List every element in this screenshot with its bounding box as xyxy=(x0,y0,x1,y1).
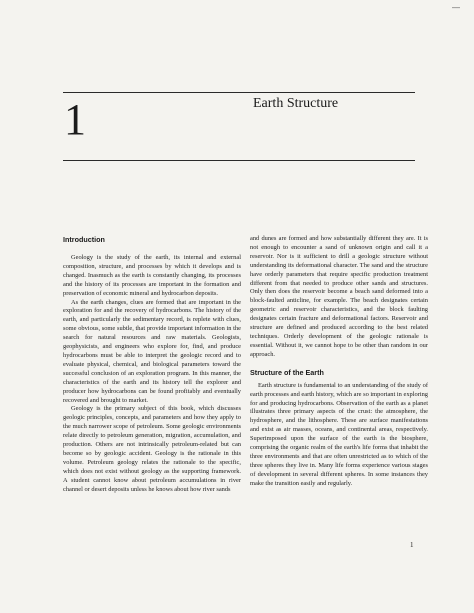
page-number: 1 xyxy=(410,541,414,549)
paragraph: Geology is the study of the earth, its internal and external composition, structure, and processes by which it develops and is changed. Inasmuch as the earth is constantly changing, its processes and the history of its processes are important in the formation and preservation of economic mineral and hydrocarbon deposits. xyxy=(63,254,241,297)
section-heading-structure: Structure of the Earth xyxy=(250,367,324,377)
chapter-title: Earth Structure xyxy=(253,96,339,111)
chapter-top-rule xyxy=(63,92,415,93)
chapter-number: 1 xyxy=(64,95,86,144)
chapter-bottom-rule xyxy=(63,160,415,161)
paragraph: As the earth changes, clues are formed that are important in the exploration for and the recovery of hydrocarbons. The history of the earth, and particularly the sedimentary record, is replete with clues, some obvious, some subtle, that provide important information in the search for natural resources and raw materials. Geologists, geophysicists, and engineers who explore for, find, and produce hydrocarbons must be able to interpret the geologic record and to evaluate physical, chemical, and biological parameters toward the successful conclusion of an exploration program. In this manner, the characteristics of the earth and its history tell the explorer and producer how hydrocarbons can be found profitably and eventually recovered and brought to market. xyxy=(63,298,241,404)
right-column xyxy=(250,235,428,489)
section-heading-introduction: Introduction xyxy=(63,235,105,244)
paragraph: and dunes are formed and how substantially different they are. It is not enough to encounter a sand of unknown origin and call it a reservoir. Nor is it sufficient to drill a geologic structure without understanding its deformational character. The sand and the structure have orderly parameters that require specific production treatment different from that needed to produce other sands and structures. Only then does the reservoir become a beach sand deformed into a block-faulted anticline, for example. The beach designates certain geometric and reservoir characteristics, and the block faulting designates certain fracture and deformational factors. Reservoir and structure are defined and produced according to the best related techniques. Orderly development of the geologic rationale is essential. Without it, we cannot hope to be other than random in our approach. xyxy=(250,235,428,358)
paragraph: Earth structure is fundamental to an understanding of the study of earth processes and earth history, which are so important in exploring for and producing hydrocarbons. Observation of the earth as a planet illustrates three primary aspects of the crust: the atmosphere, the hydrosphere, and the lithosphere. These are surface manifestations and exist as air masses, oceans, and continental areas, respectively. Superimposed upon the surface of the earth is the biosphere, comprising the organic realm of the earth's life forms that inhabit the three environments and that are often unrestricted as to which of the three spheres they live in. Many life forms experience various stages of development in several different spheres. In some instances they make the transition easily and regularly. xyxy=(250,381,428,487)
corner-mark: — xyxy=(452,3,460,12)
left-column xyxy=(63,235,241,494)
paragraph: Geology is the primary subject of this book, which discusses geologic principles, concepts, and parameters and how they apply to the much narrower scope of petroleum. Some geologic environments relate directly to petroleum generation, migration, accumulation, and production. Others are not intrinsically petroleum-related but can become so by geologic accident. Geology is the rationale in this volume. Petroleum geology relates the rationale to the specific, which does not exist without geology as the supporting framework. A student cannot know about petroleum accumulations in river channel or desert deposits unless he knows about how river sands xyxy=(63,405,241,493)
